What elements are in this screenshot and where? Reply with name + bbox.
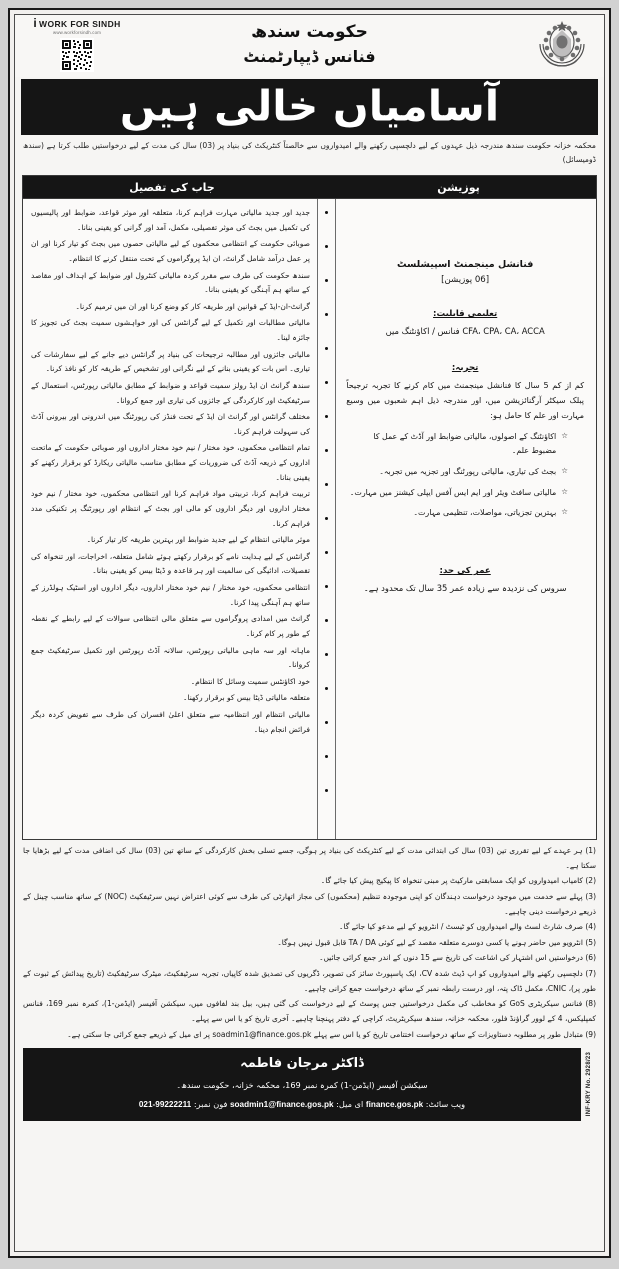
job-detail-paragraph: مختلف گرانٹس اور گرانٹ ان ایڈ کے تحت فنڈز کی رپورٹنگ میں اندرونی اور بیرونی آڈٹ کی سہولت فراہم کرنا۔ (31, 412, 310, 436)
detail-bullet-marker (325, 483, 328, 486)
detail-bullet-marker (325, 449, 328, 452)
condition-item: (2) کامیاب امیدواروں کو ایک مسابقتی مارکیٹ پر مبنی تنخواہ کا پیکیج پیش کیا جائے گا۔ (320, 876, 596, 886)
age-limit-label: عمر کی حد: (439, 566, 491, 577)
detail-bullet-marker (325, 313, 328, 316)
footer (23, 1048, 596, 1120)
condition-item: (9) متبادل طور پر مطلوبہ دستاویزات کے ساتھ درخواست اختتامی تاریخ کو یا اس سے پہلے soadmin1@finance.gos.pk پر ای میل کے ذریعے جمع کرائی جا سکتی ہے۔ (67, 1029, 596, 1039)
column-header-job-details: جاب کی تفصیل (129, 180, 215, 194)
jobs-table (22, 175, 597, 840)
position-title: فنانشل مینجمنٹ اسپیشلسٹ (396, 259, 534, 271)
job-detail-paragraph: موثر مالیاتی انتظام کے لیے جدید ضوابط اور بہترین طریقہ کار تیار کرنا۔ (86, 535, 310, 545)
detail-bullet-marker (325, 279, 328, 282)
brand-wordmark (25, 16, 129, 31)
condition-item: (1) ہر عہدے کے لیے تقرری تین (03) سال کی ابتدائی مدت کے لیے کنٹریکٹ کی بنیاد پر ہوگی، جسے تسلی بخش کارکردگی کے ساتھ تین (03) سال کی اضافی مدت کے لیے بڑھایا جا سکتا ہے۔ (23, 846, 596, 870)
age-limit-value: سروس کی نزدیدہ سے زیادہ عمر 35 سال تک محدود ہے۔ (363, 583, 567, 594)
qr-code-icon[interactable] (60, 38, 94, 72)
email-label: ای میل: (336, 1098, 364, 1109)
job-detail-paragraph: صوبائی حکومت کے انتظامی محکموں کے لیے مالیاتی حصوں میں بجٹ کو تیار کرنا اور ان پر عمل درآمد شامل گرانٹ، ان ایڈ پروگراموں کے تحت منتقل کرنے کا انتظام۔ (31, 239, 310, 263)
conditions-list (23, 844, 596, 1042)
condition-item: (4) صرف شارٹ لسٹ والے امیدواروں کو ٹیسٹ / انٹرویو کے لیے مدعو کیا جائے گا۔ (339, 922, 596, 932)
column-header-position: پوزیشن (437, 180, 480, 194)
job-detail-paragraph: گرانٹ میں امدادی پروگراموں سے متعلق مالی انتظامی سوالات کے لیے رابطے کے نقطہ کے طور پر کام کرنا۔ (31, 614, 310, 638)
website-label: ویب سائٹ: (425, 1098, 466, 1109)
detail-bullet-marker (325, 619, 328, 622)
phone-label: فون نمبر: (193, 1098, 228, 1109)
experience-point-text: اکاؤنٹنگ کے اصولوں، مالیاتی ضوابط اور آڈٹ کے عمل کا مضبوط علم۔ (373, 432, 557, 455)
signatory-name: ڈاکٹر مرجان فاطمہ (240, 1056, 364, 1072)
experience-point-text: بہترین تجزیاتی، مواصلات، تنظیمی مہارت۔ (413, 508, 557, 518)
brand-label: WORK FOR SINDH (39, 19, 121, 29)
detail-bullet-marker (325, 415, 328, 418)
job-detail-paragraph: مالیاتی مطالبات اور تکمیل کے لیے گرانٹس کی اور خواہشوں سمیت بجٹ کی تجویز کا جائزہ لینا۔ (31, 318, 310, 343)
job-detail-paragraph: انتظامی محکموں، خود مختار / نیم خود مختار اداروں، دیگر اداروں اور اسٹیک ہولڈرز کے ساتھ ہم آہنگی پیدا کرنا۔ (31, 583, 310, 607)
detail-bullet-marker (325, 687, 328, 690)
brand-url: www.workforsindh.com (53, 30, 101, 35)
sheet-inner-border (14, 14, 605, 1252)
detail-bullet-marker (325, 517, 328, 520)
masthead (15, 15, 604, 77)
details-bullet-gutter (317, 199, 335, 839)
education-value: CFA، CPA، CA، ACCA فنانس / اکاؤنٹنگ میں (385, 326, 545, 337)
list-item (346, 506, 582, 520)
inf-reference-code-text: INF-KRY No. 2928/23 (585, 1052, 592, 1117)
experience-point-text: مالیاتی سافٹ ویئر اور ایم ایس آفس ایپلی کیشنز میں مہارت۔ (349, 487, 557, 497)
signatory-role: سیکشن آفیسر (ایڈمن-1) کمرہ نمبر 169، محکمہ خزانہ، حکومت سندھ۔ (176, 1080, 428, 1091)
job-detail-paragraph: گرانٹ-ان-ایڈ کے قوانین اور طریقہ کار کو وضع کرنا اور ان میں ترمیم کرنا۔ (75, 301, 310, 311)
intro-paragraph: محکمہ خزانہ حکومت سندھ مندرجہ ذیل عہدوں کے لیے دلچسپی رکھنے والے امیدواروں سے خالصتاً کنٹریکٹ کی بنیاد پر (03) سال کی مدت کے لیے درخواستیں طلب کرتا ہے (سندھ ڈومیسائل) (23, 141, 596, 165)
position-count: [06 پوزیشن] (441, 275, 490, 286)
job-detail-paragraph: ماہانہ اور سہ ماہی مالیاتی رپورٹس، سالانہ آڈٹ رپورٹس اور تکمیل سرٹیفکیٹ جمع کروانا۔ (31, 645, 310, 670)
star-bullet-icon: ☆ (561, 486, 568, 496)
detail-bullet-marker (325, 347, 328, 350)
star-bullet-icon: ☆ (561, 465, 568, 475)
experience-points-list (346, 430, 582, 520)
detail-bullet-marker (325, 721, 328, 724)
detail-bullet-marker (325, 585, 328, 588)
job-detail-paragraph: گرانٹس کے لیے ہدایت نامے کو برقرار رکھتے ہوئے شامل متعلقہ، اخراجات، اور تنخواہ کی تفصیلات، ادائیگی کی سالمیت اور ہر قاعدہ و ڈیٹا بیس کو یقینی بنانا۔ (31, 551, 310, 576)
detail-bullet-marker (325, 755, 328, 758)
department-name: فنانس ڈیپارٹمنٹ (243, 46, 376, 66)
job-detail-paragraph: مالیاتی انتظام اور انتظامیہ سے متعلق اعلیٰ افسران کی طرف سے تفویض کردہ دیگر فرائض انجام دینا۔ (31, 710, 310, 734)
headline-text: آسامیاں خالی ہیں (119, 81, 500, 131)
detail-bullet-marker (325, 245, 328, 248)
headline-banner (21, 79, 598, 135)
jobs-table-header-row (23, 176, 596, 199)
job-detail-paragraph: خود اکاؤنٹس سمیت وسائل کا انتظام۔ (190, 676, 310, 686)
star-bullet-icon: ☆ (561, 507, 568, 517)
experience-label: تجربہ: (451, 362, 479, 373)
condition-item: (7) دلچسپی رکھنے والے امیدواروں کو اپ ڈیٹ شدہ CV، ایک پاسپورٹ سائز کی تصویر، ڈگریوں کی تصدیق شدہ کاپیاں، تجربہ سرٹیفکیٹ، میٹرک سرٹیفکیٹ (تاریخ پیدائش کے ثبوت کے طور پر)، CNIC، مکمل ڈاک پتہ، اور درست رابطہ نمبر کے ساتھ درخواست جمع کرانی چاہیے۔ (23, 969, 596, 993)
condition-item: (3) پہلے سے خدمت میں موجود درخواست دہندگان کو اپنی موجودہ تنظیم (محکموں) کی مجاز اتھارٹی کی طرف سے کوئی اعتراض نہیں سرٹیفکیٹ (NOC) کے ساتھ مناسب چینل کے ذریعے درخواست دینی چاہیے۔ (23, 891, 596, 916)
condition-item: (6) درخواستیں اس اشتہار کی اشاعت کی تاریخ سے 15 دنوں کے اندر جمع کرائی جائیں۔ (319, 953, 596, 963)
condition-item: (8) فنانس سیکریٹری GoS کو مخاطب کی مکمل درخواستیں جس پوسٹ کے لیے درخواست کی گئی ہیں، بیل بند لفافوں میں، سیکشن آفیسر (ایڈمن-1)، کمرہ نمبر 169، فنانس کمپلیکس، 4 کے لوور گراؤنڈ فلور، محکمہ خزانہ، سندھ سیکریٹریٹ، کراچی کے دفتر پہنچنا چاہیے۔ آخری تاریخ کو یا اس سے پہلے۔ (23, 999, 596, 1023)
list-item (346, 430, 582, 458)
brand-i-glyph: i (33, 16, 38, 31)
experience-point-text: بجٹ کی تیاری، مالیاتی رپورٹنگ اور تجزیہ میں تجربہ۔ (379, 466, 557, 476)
job-detail-paragraph: سندھ حکومت کی طرف سے مقرر کردہ مالیاتی کنٹرول اور ضوابط کے اہداف اور مقاصد کے ساتھ ہم آہنگی کو یقینی بنانا۔ (31, 270, 310, 295)
contact-line (31, 1097, 573, 1113)
detail-bullet-marker (325, 211, 328, 214)
signatory-block (23, 1048, 581, 1120)
star-bullet-icon: ☆ (561, 431, 568, 441)
detail-bullet-marker (325, 551, 328, 554)
detail-bullet-marker (325, 381, 328, 384)
list-item (346, 486, 582, 500)
experience-lead-text: کم از کم 5 سال کا فنانشل مینجمنٹ میں کام کرنے کا تجربہ ترجیحاً پبلک سیکٹر آرگنائزیشن میں، اور مندرجہ ذیل اہم شعبوں میں وسیع مہارت اور علم کا حامل ہو: (346, 380, 584, 420)
job-detail-paragraph: متعلقہ مالیاتی ڈیٹا بیس کو برقرار رکھنا۔ (183, 693, 310, 703)
inf-reference-code (581, 1048, 596, 1120)
newspaper-sheet (8, 8, 611, 1258)
website-value[interactable]: finance.gos.pk (365, 1099, 424, 1109)
job-detail-paragraph: تمام انتظامی محکموں، خود مختار / نیم خود مختار اداروں اور صوبائی حکومت کے ماتحت اداروں کے ذریعہ آڈٹ کی ضروریات کے مطابق مناسب مالیاتی ریکارڈ کو برقرار رکھنے کو یقینی بنانا۔ (31, 443, 310, 482)
detail-bullet-marker (325, 653, 328, 656)
job-detail-paragraph: مالیاتی جائزوں اور مطالبہ ترجیحات کی بنیاد پر گرانٹس دیے جانے کے لیے سفارشات کی تیاری۔ اس بات کو یقینی بنانے کے لیے نگرانی اور تشخیص کے طریقہ کار کو نافذ کرنا۔ (31, 349, 310, 374)
job-detail-paragraph: تربیت فراہم کرنا، تربیتی مواد فراہم کرنا اور انتظامی محکموں، خود مختار / نیم خود مختار اداروں اور دیگر اداروں کو مالی اور بجٹ کے انتظام اور رپورٹنگ پر تکنیکی مدد فراہم کرنا۔ (31, 489, 310, 528)
job-detail-paragraph: جدید اور جدید مالیاتی مہارت فراہم کرنا، متعلقہ اور موثر قواعد، ضوابط اور پالیسیوں کی تکمیل میں بجٹ کی موثر تفصیلی، مکمل، آمد اور گرانی کو یقینی بنانا۔ (31, 208, 310, 232)
jobs-table-body (23, 199, 596, 839)
position-cell (335, 199, 596, 839)
work-for-sindh-brand (25, 16, 129, 72)
list-item (346, 465, 582, 479)
job-details-cell (23, 199, 317, 839)
detail-bullet-marker (325, 789, 328, 792)
condition-item: (5) انٹرویو میں حاضر ہونے یا کسی دوسرے متعلقہ مقصد کے لیے کوئی TA / DA قابل قبول نہیں ہوگا۔ (277, 937, 596, 947)
government-name: حکومت سندھ (251, 22, 368, 42)
phone-value[interactable]: 021-99222211 (138, 1099, 192, 1109)
education-label: تعلیمی قابلیت: (433, 309, 498, 320)
job-detail-paragraph: سندھ گرانٹ ان ایڈ رولز سمیت قواعد و ضوابط کے مطابق مالیاتی رپورٹس، استعمال کے سرٹیفکیٹ اور کارکردگی کے جائزوں کی تیاری اور جمع کروانا۔ (31, 380, 310, 405)
email-value[interactable]: soadmin1@finance.gos.pk (230, 1099, 334, 1109)
